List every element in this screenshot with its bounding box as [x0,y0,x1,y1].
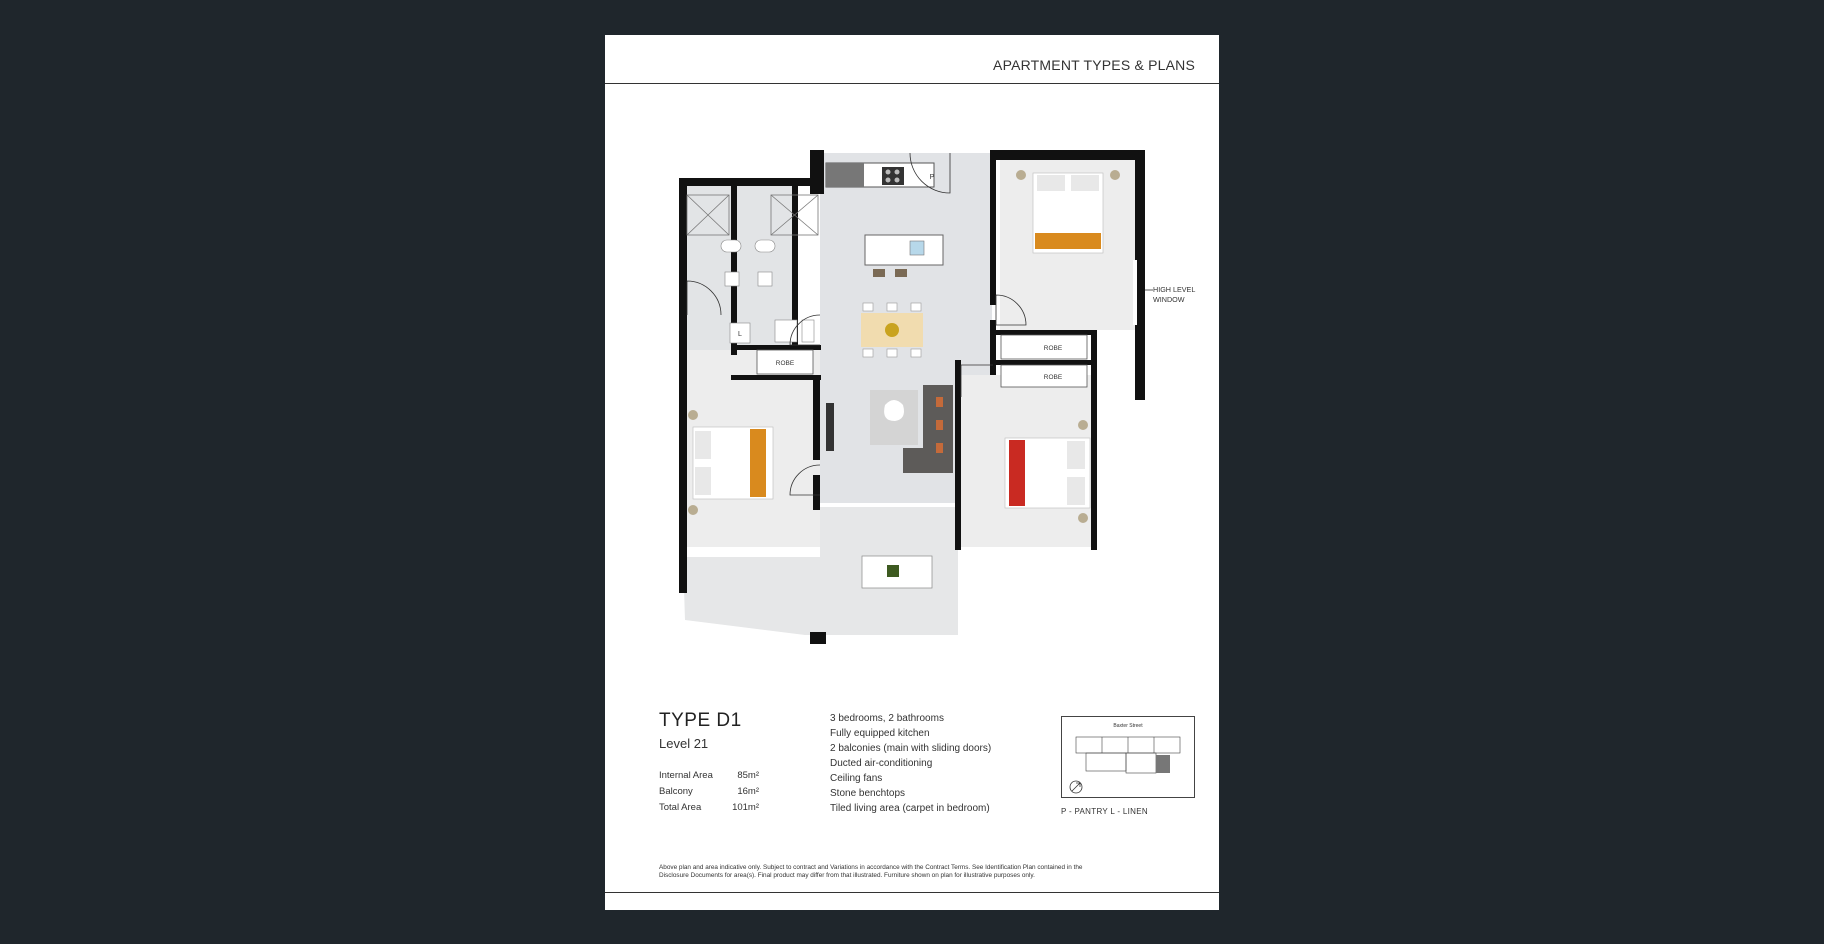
feature-item: Stone benchtops [830,788,906,799]
cooktop-icon [882,167,904,185]
area-label: Balcony [659,786,693,797]
feature-item: 3 bedrooms, 2 bathrooms [830,713,944,724]
area-row-balcony [659,786,759,797]
tv-unit [826,403,834,451]
feature-item: Ducted air-conditioning [830,758,933,769]
stool [873,269,885,277]
balcony-side-floor [683,557,820,635]
unit-type-title: TYPE D1 [659,710,742,731]
feature-list [830,711,991,816]
floor-plan [605,35,1219,695]
cushion [936,420,943,430]
area-value: 16m² [737,786,759,797]
key-plan [1061,716,1195,798]
street-label: Baxter Street [1113,723,1143,729]
toilet-icon [721,240,741,252]
kitchen-island [865,235,943,265]
laundry-tub [802,320,814,342]
cushion [936,397,943,407]
robe-label: ROBE [775,360,795,367]
basin-icon [725,272,739,286]
sink-icon [910,241,924,255]
area-label: Internal Area [659,770,713,781]
basin-icon [758,272,772,286]
footer-rule [605,892,1219,893]
plant-icon [887,565,899,577]
area-value: 85m² [737,770,759,781]
page-header-title: APARTMENT TYPES & PLANS [993,57,1195,73]
north-arrow-icon [1070,781,1082,793]
unit-highlight [1156,755,1170,773]
fridge [826,163,864,187]
document-page [605,35,1219,910]
window-label-line1: HIGH LEVEL [1153,285,1196,294]
disclaimer: Above plan and area indicative only. Subject to contract and Variations in accordance with the Contract Terms. See Identification Plan contained in the Disclosure Documents for area(s). Final product may differ from that illustrated. Furniture shown on plan for illustrative purposes only. [659,864,1083,879]
coffee-table [884,400,904,421]
feature-item: Fully equipped kitchen [830,728,930,739]
unit-level: Level 21 [659,736,709,751]
area-value: 101m² [732,802,759,813]
centrepiece-icon [885,323,899,337]
toilet-icon [755,240,775,252]
plan-legend: P - PANTRY L - LINEN [1061,807,1148,816]
cushion [936,443,943,453]
window-label-line2: WINDOW [1153,295,1185,304]
feature-item: 2 balconies (main with sliding doors) [830,743,992,754]
bathroom-floor-left [685,185,731,350]
key-plan-drawing [1062,717,1194,797]
linen-label: L [738,331,742,338]
feature-item: Ceiling fans [830,773,883,784]
area-row-total [659,802,759,813]
area-label: Total Area [659,802,702,813]
stool [895,269,907,277]
area-row-internal [659,770,759,781]
robe-label: ROBE [1043,345,1063,352]
feature-item: Tiled living area (carpet in bedroom) [830,803,990,814]
pantry-label: P [929,174,935,181]
robe-label: ROBE [1043,374,1063,381]
